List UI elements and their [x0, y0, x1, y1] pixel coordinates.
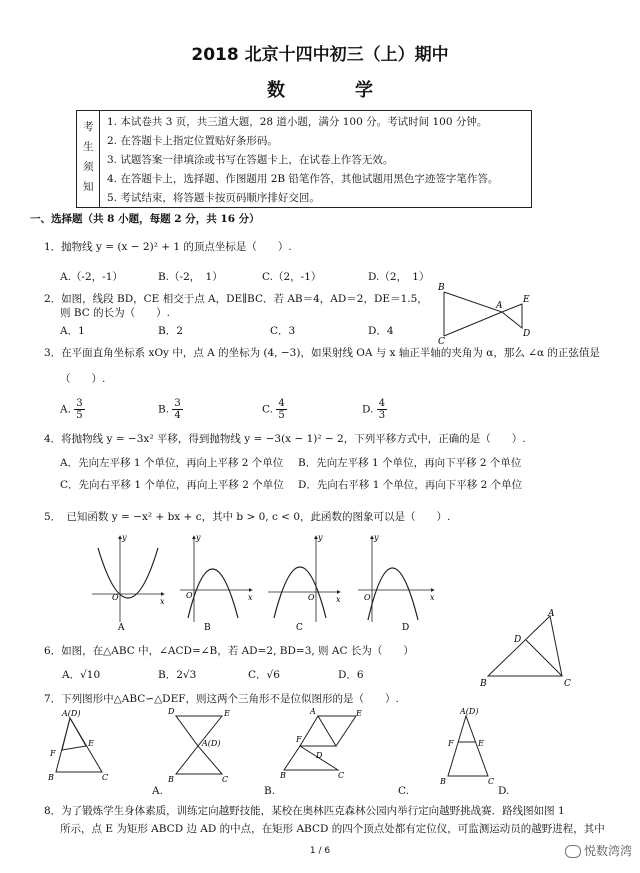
wechat-icon: [565, 845, 581, 858]
label-e: E: [88, 739, 94, 748]
q2-option-a: A．1: [60, 325, 85, 337]
q3-option-d: [362, 398, 387, 421]
option-letter: B.: [158, 403, 170, 416]
axis-label-y: y: [318, 533, 323, 542]
label-b: B: [280, 771, 286, 780]
q5-graph-d: [358, 533, 435, 633]
label-ad: A(D): [202, 739, 221, 748]
q2-stem-cont: 则 BC 的长为（ ）.: [60, 307, 170, 319]
label-b: B: [438, 283, 445, 293]
notice-line: 5. 考试结束，将答题卡按页码顺序排好交回。: [107, 192, 320, 204]
q6-figure: [476, 608, 576, 688]
label-c: C: [222, 775, 229, 784]
label-a: A: [496, 301, 503, 311]
label-d: D: [168, 707, 175, 716]
label-f: F: [50, 749, 56, 758]
q7-figures: [40, 706, 510, 796]
q2-option-d: D．4: [368, 325, 394, 337]
denominator: 5: [278, 410, 285, 421]
q7-figure-d: [439, 707, 494, 786]
notice-line: 4. 在答题卡上，选择题、作图题用 2B 铅笔作答，其他试题用黑色字迹签字笔作答。: [107, 173, 499, 185]
option-letter: D.: [362, 403, 374, 416]
notice-line: 1. 本试卷共 3 页，共三道大题，28 道小题，满分 100 分。考试时间 100 分钟。: [107, 116, 488, 128]
option-letter: C.: [262, 403, 273, 416]
q5-graph-a: [92, 533, 165, 633]
label-b: B: [480, 679, 487, 688]
label-e: E: [478, 739, 484, 748]
q6-option-c: C．√6: [248, 669, 280, 681]
notice-side-char: 考: [83, 121, 94, 133]
axis-label-o: O: [364, 593, 371, 602]
section-heading: 一、选择题（共 8 小题，每题 2 分，共 16 分）: [30, 213, 260, 225]
numerator: 3: [174, 398, 181, 409]
q4-option-c: C．先向右平移 1 个单位，再向上平移 2 个单位: [60, 479, 284, 491]
notice-side-char: 生: [83, 141, 94, 153]
q1-option-b: B.（-2， 1）: [158, 271, 223, 283]
q2-option-b: B．2: [158, 325, 183, 337]
graph-label: B: [204, 623, 211, 633]
denominator: 3: [378, 410, 386, 421]
fraction: [172, 398, 182, 421]
label-e: E: [523, 295, 530, 305]
q7-option-b: B.: [264, 785, 276, 797]
notice-box: [76, 110, 532, 208]
page-number: 1 / 6: [309, 846, 331, 856]
graph-label: D: [402, 623, 410, 633]
q5-graph-b: [180, 533, 253, 633]
q5-graphs: [92, 530, 442, 638]
label-c: C: [438, 337, 445, 346]
axis-label-y: y: [374, 533, 379, 542]
axis-label-o: O: [112, 593, 119, 602]
axis-label-o: O: [186, 591, 193, 600]
label-c: C: [488, 777, 495, 786]
label-d: D: [523, 329, 531, 339]
numerator: 4: [378, 398, 386, 409]
q3-stem: 3．在平面直角坐标系 xOy 中，点 A 的坐标为 (4, −3)，如果射线 OA 与 x 轴正半轴的夹角为 α，那么 ∠α 的正弦值是: [44, 347, 600, 359]
q8-line1: 8．为了锻炼学生身体素质，训练定向越野技能，某校在奥林匹克森林公园内举行定向越野挑战赛．路线图如图 1: [44, 805, 565, 817]
q2-figure: [430, 278, 540, 346]
notice-side-label: [77, 111, 100, 207]
label-c: C: [564, 679, 571, 688]
fraction: [377, 398, 387, 421]
notice-side-char: 须: [83, 161, 94, 173]
q7-figure-c: [279, 707, 362, 780]
segment-cd: [526, 640, 562, 676]
denominator: 5: [76, 410, 83, 421]
label-d: D: [514, 635, 522, 645]
q5-graph-c: [268, 533, 341, 633]
graph-label: C: [296, 623, 303, 633]
q1-option-a: A.（-2，-1）: [60, 271, 123, 283]
q7-figure-b: [167, 707, 230, 784]
label-b: B: [440, 777, 446, 786]
watermark-text: 悦数湾湾: [583, 844, 632, 858]
q3-stem-cont: （ ）.: [60, 373, 106, 385]
q3-option-c: [262, 398, 287, 421]
numerator: 4: [278, 398, 285, 409]
subject-title: 数 学: [267, 80, 399, 101]
q1-option-c: C.（2，-1）: [262, 271, 322, 283]
notice-line: 2. 在答题卡上指定位置贴好条形码。: [107, 135, 278, 147]
q7-option-a: A.: [152, 785, 163, 797]
label-e: E: [224, 709, 230, 718]
label-b: B: [48, 773, 54, 782]
label-f: F: [296, 735, 302, 744]
q6-option-a: A．√10: [62, 669, 101, 681]
q3-option-b: [158, 398, 183, 421]
q5-stem: 5． 已知函数 y = −x² + bx + c，其中 b > 0, c < 0，此函数的图象可以是（ ）.: [44, 511, 451, 523]
fraction: [74, 398, 84, 421]
q4-stem: 4．将抛物线 y = −3x² 平移，得到抛物线 y = −3(x − 1)² − 2，下列平移方式中，正确的是（ ）.: [44, 433, 526, 445]
label-c: C: [338, 771, 345, 780]
label-b: B: [168, 775, 174, 784]
label-a: A: [548, 609, 555, 619]
numerator: 3: [76, 398, 83, 409]
q7-figure-a: [47, 709, 108, 782]
graph-label: A: [118, 623, 125, 633]
notice-lines: [107, 113, 498, 208]
label-ad: A(D): [460, 707, 479, 716]
q2-stem: 2．如图，线段 BD，CE 相交于点 A，DE∥BC．若 AB＝4，AD＝2，DE＝1.5，: [44, 293, 428, 305]
q6-stem: 6．如图，在△ABC 中，∠ACD=∠B，若 AD=2, BD=3, 则 AC 长为（ ）: [44, 645, 414, 657]
label-ad: A(D): [62, 709, 81, 718]
q6-option-d: D．6: [338, 669, 364, 681]
watermark: [565, 842, 632, 859]
q1-stem: 1．抛物线 y = (x − 2)² + 1 的顶点坐标是（ ）.: [44, 241, 292, 253]
q3-option-a: [60, 398, 85, 421]
q6-option-b: B．2√3: [158, 669, 197, 681]
axis-label-x: x: [430, 593, 435, 602]
q1-option-d: D.（2， 1）: [368, 271, 430, 283]
axis-label-y: y: [196, 533, 201, 542]
option-letter: A.: [60, 403, 71, 416]
axis-label-y: y: [122, 533, 127, 542]
label-d: D: [316, 751, 323, 760]
denominator: 4: [174, 410, 181, 421]
label-f: F: [448, 739, 454, 748]
axis-label-x: x: [248, 593, 253, 602]
notice-side-char: 知: [83, 181, 94, 193]
q7-stem: 7．下列图形中△ABC∽△DEF，则这两个三角形不是位似图形的是（ ）.: [44, 693, 399, 705]
q4-option-d: D．先向右平移 1 个单位，再向下平移 2 个单位: [298, 479, 523, 491]
notice-line: 3. 试题答案一律填涂或书写在答题卡上，在试卷上作答无效。: [107, 154, 394, 166]
q7-option-d: D.: [498, 785, 510, 797]
q4-option-b: B．先向左平移 1 个单位，再向下平移 2 个单位: [298, 457, 522, 469]
label-a: A: [310, 707, 316, 716]
axis-label-o: O: [308, 593, 315, 602]
exam-title: 2018 北京十四中初三（上）期中: [191, 45, 449, 65]
q4-option-a: A．先向左平移 1 个单位，再向上平移 2 个单位: [60, 457, 284, 469]
label-e: E: [356, 709, 362, 718]
axis-label-x: x: [336, 595, 341, 604]
q8-line2: 所示，点 E 为矩形 ABCD 边 AD 的中点，在矩形 ABCD 的四个顶点处都有定位仪，可监测运动员的越野进程，其中: [60, 823, 605, 835]
fraction: [276, 398, 286, 421]
q7-option-c: C.: [398, 785, 409, 797]
axis-label-x: x: [160, 597, 165, 606]
q2-option-c: C．3: [270, 325, 296, 337]
label-c: C: [102, 773, 109, 782]
